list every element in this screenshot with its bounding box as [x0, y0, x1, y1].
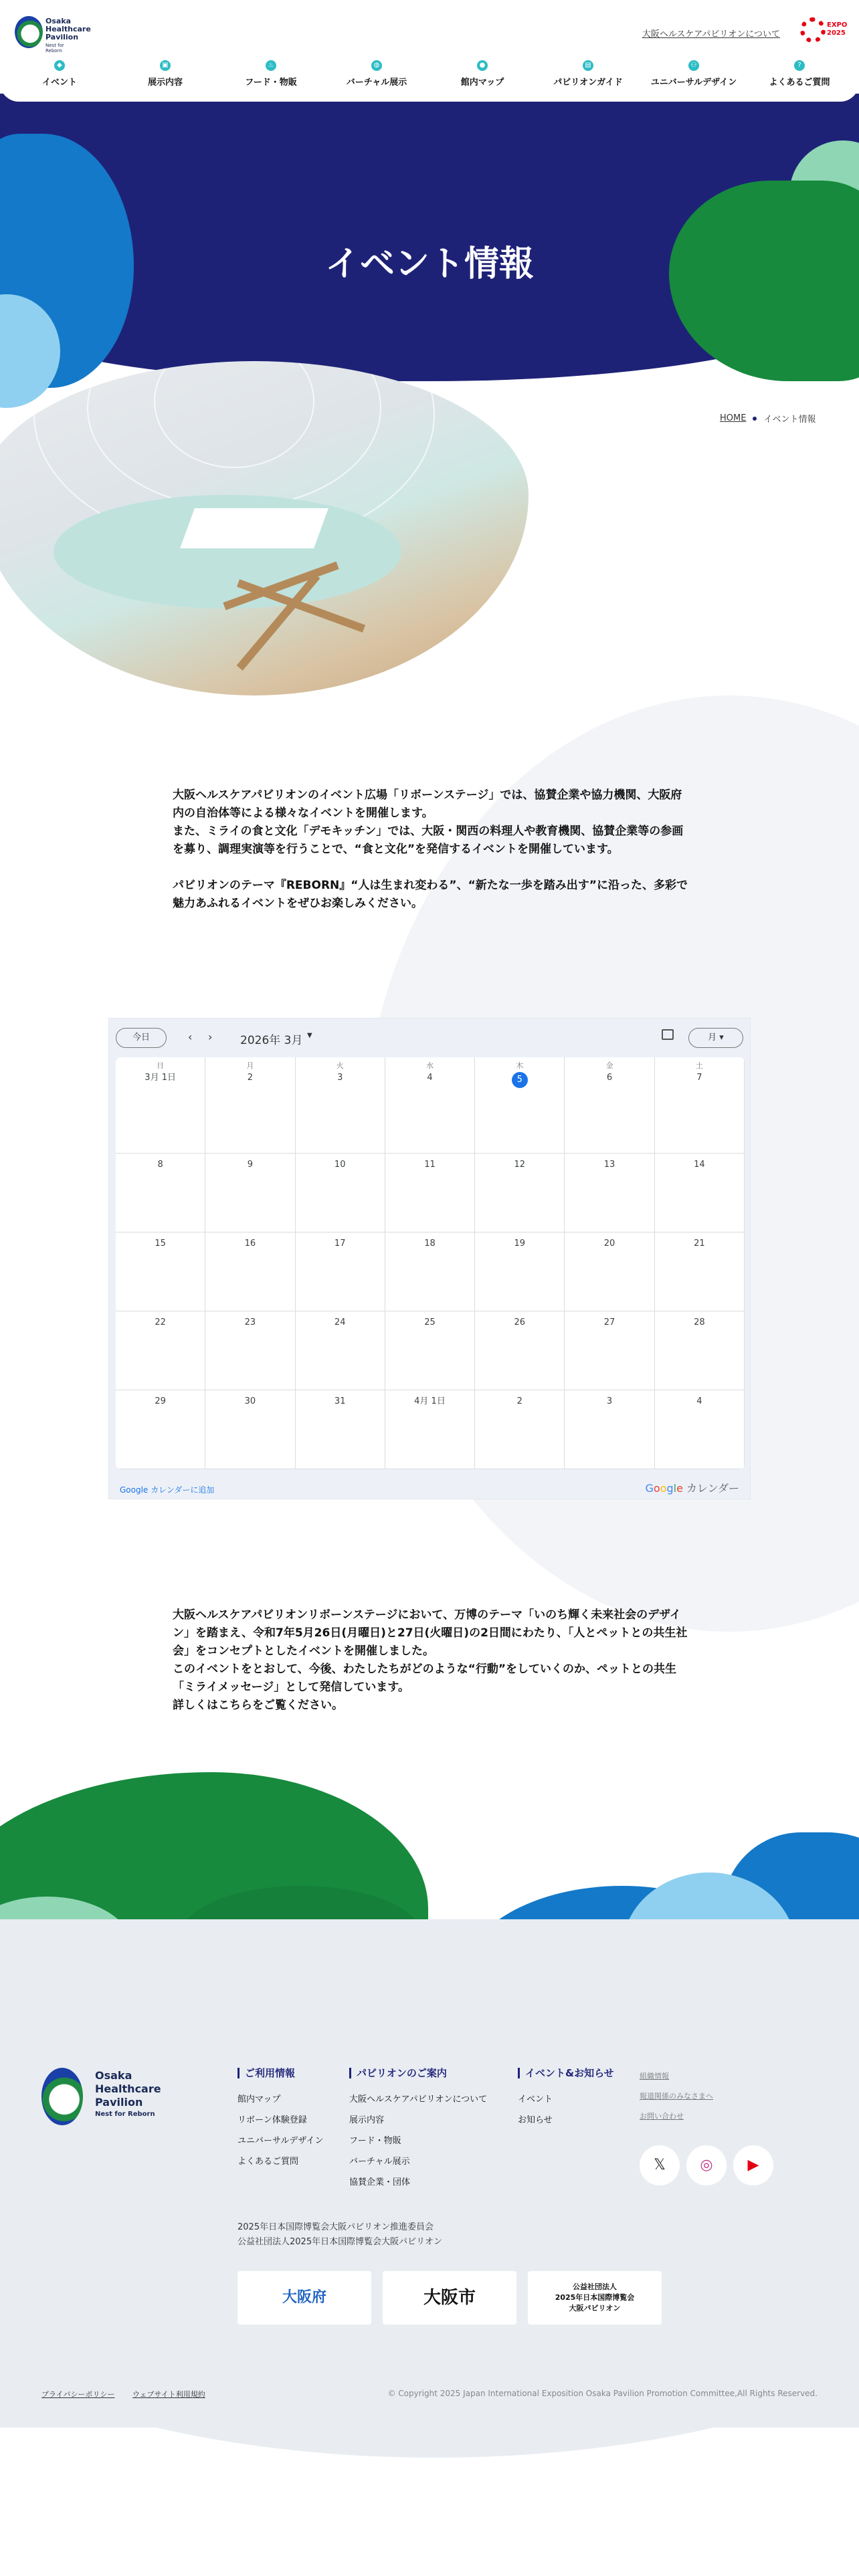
nav-item-label: フード・物販: [245, 78, 297, 88]
calendar-day-cell[interactable]: [385, 1154, 475, 1232]
nav-item-5[interactable]: [543, 60, 633, 94]
event-report-text: 大阪ヘルスケアパビリオンリボーンステージにおいて、万博のテーマ「いのち輝く未来社会のデザイン」を踏まえ、令和7年5月26日(月曜日)と27日(火曜日)の2日間にわたり、「人とペットとの共生社会」をコンセプトとしたイベントを開催しました。 このイベントをとおして、今後、わたしたちがどのような“行動”をしていくのか、ペットとの共生「ミライメッセージ」として発信しています。 詳しくはこちらをご覧ください。: [173, 1608, 688, 1712]
add-to-google-calendar-link[interactable]: Google カレンダーに追加: [120, 1485, 215, 1495]
osaka-prefecture-logo[interactable]: 大阪府: [237, 2271, 371, 2325]
nav-item-4[interactable]: [438, 60, 527, 94]
footer-link[interactable]: よくあるご質問: [237, 2157, 299, 2167]
calendar-day-cell[interactable]: [565, 1232, 654, 1311]
footer-column-pavilion: [349, 2068, 487, 2193]
nav-item-label: バーチャル展示: [346, 78, 407, 88]
calendar-icon: ◆: [54, 60, 65, 71]
day-number[interactable]: 31: [334, 1396, 346, 1406]
google-calendar-brand-suffix: カレンダー: [682, 1482, 739, 1495]
today-date[interactable]: 5: [512, 1072, 528, 1088]
weekday-label: 土: [695, 1061, 703, 1070]
calendar-day-cell[interactable]: [565, 1390, 654, 1469]
day-number[interactable]: 28: [694, 1317, 705, 1327]
breadcrumb-home-link[interactable]: HOME: [720, 413, 747, 423]
nav-item-label: パビリオンガイド: [553, 78, 623, 88]
organizer-line-2: 公益社団法人2025年日本国際博覧会大阪パビリオン: [237, 2237, 442, 2247]
calendar-day-cell[interactable]: [475, 1390, 565, 1469]
calendar-day-cell[interactable]: [205, 1057, 295, 1154]
nav-item-label: イベント: [41, 78, 77, 88]
calendar-day-cell[interactable]: [116, 1232, 205, 1311]
google-calendar-brand[interactable]: Google カレンダー: [645, 1482, 739, 1495]
day-number[interactable]: 8: [157, 1160, 163, 1170]
day-number[interactable]: 3: [337, 1073, 343, 1083]
organizer-line-1: 2025年日本国際博覧会大阪パビリオン推進委員会: [237, 2222, 434, 2232]
day-number[interactable]: 15: [155, 1239, 166, 1249]
calendar-day-cell[interactable]: [655, 1390, 745, 1469]
footer-column-title: イベント&お知らせ: [518, 2068, 614, 2078]
nav-item-label: 館内マップ: [460, 78, 504, 88]
day-number[interactable]: 25: [424, 1317, 436, 1327]
expo-logo-text: EXPO 2025: [827, 21, 848, 37]
weekday-label: 金: [605, 1061, 613, 1070]
day-number[interactable]: 13: [603, 1160, 615, 1170]
copyright-text: © Copyright 2025 Japan International Exposition Osaka Pavilion Promotion Committee,All Rights Reserved.: [387, 2389, 818, 2398]
caret-down-icon[interactable]: ▼: [307, 1032, 312, 1039]
footer-link[interactable]: バーチャル展示: [349, 2157, 410, 2167]
calendar-day-cell[interactable]: [655, 1154, 745, 1232]
expo-2025-logo[interactable]: [800, 17, 848, 44]
day-number[interactable]: 17: [334, 1239, 346, 1249]
page-title: イベント情報: [324, 244, 534, 284]
day-number[interactable]: 10: [334, 1160, 346, 1170]
day-number[interactable]: 16: [244, 1239, 256, 1249]
footer-logo[interactable]: [41, 2065, 162, 2125]
intro-paragraph-1: 大阪ヘルスケアパビリオンのイベント広場「リボーンステージ」では、協賛企業や協力機関、大阪府内の自治体等による様々なイベントを開催します。 また、ミライの食と文化「デモキッチン」では、大阪・関西の料理人や教育機関、協賛企業等の参画を募り、調理実演等を行うことで、“食と文化”を発信するイベントを開催しています。: [173, 788, 684, 856]
image-icon: ▣: [160, 60, 171, 71]
footer-link[interactable]: フード・物販: [349, 2136, 401, 2146]
nav-item-6[interactable]: [649, 60, 739, 94]
next-month-button[interactable]: ›: [208, 1031, 213, 1043]
privacy-policy-link[interactable]: プライバシーポリシー: [41, 2390, 115, 2399]
day-number[interactable]: 6: [606, 1073, 613, 1083]
footer-link[interactable]: 館内マップ: [237, 2095, 281, 2105]
calendar-month-grid: [116, 1057, 745, 1469]
footer-link-contact[interactable]: お問い合わせ: [640, 2112, 684, 2121]
calendar-day-cell[interactable]: [205, 1390, 295, 1469]
day-number[interactable]: 7: [696, 1073, 702, 1083]
instagram-icon[interactable]: ◎: [686, 2145, 727, 2185]
calendar-day-cell[interactable]: [205, 1232, 295, 1311]
about-pavilion-link[interactable]: 大阪ヘルスケアパビリオンについて: [642, 29, 780, 39]
day-number[interactable]: 20: [603, 1239, 615, 1249]
calendar-day-cell[interactable]: [565, 1057, 654, 1154]
globe-icon: ◍: [371, 60, 382, 71]
day-number[interactable]: 12: [514, 1160, 526, 1170]
calendar-day-cell[interactable]: [565, 1154, 654, 1232]
nav-item-7[interactable]: [755, 60, 844, 94]
prev-month-button[interactable]: ‹: [188, 1031, 193, 1043]
day-number[interactable]: 22: [155, 1317, 166, 1327]
question-icon: ?: [794, 60, 805, 71]
day-number[interactable]: 24: [334, 1317, 346, 1327]
osaka-pavilion-org-logo[interactable]: 公益社団法人 2025年日本国際博覧会 大阪パビリオン: [528, 2271, 662, 2325]
people-icon: ⚇: [688, 60, 699, 71]
breadcrumb-current: イベント情報: [763, 415, 816, 425]
weekday-label: 月: [246, 1061, 254, 1070]
calendar-day-cell[interactable]: [205, 1154, 295, 1232]
footer-link-press[interactable]: 報道関係のみなさまへ: [640, 2092, 713, 2101]
site-footer: [0, 2046, 859, 2421]
breadcrumb: [720, 412, 816, 425]
day-number[interactable]: 3月 1日: [145, 1073, 176, 1083]
footer-column-title: パビリオンのご案内: [349, 2068, 487, 2078]
nav-item-0[interactable]: [15, 60, 104, 94]
day-number[interactable]: 4: [696, 1396, 702, 1406]
site-logo[interactable]: [15, 13, 91, 53]
nav-item-3[interactable]: [332, 60, 421, 94]
view-mode-label: 月: [708, 1033, 717, 1043]
footer-link[interactable]: 展示内容: [349, 2115, 385, 2125]
nav-item-1[interactable]: [120, 60, 210, 94]
day-number[interactable]: 27: [603, 1317, 615, 1327]
footer-logo-mark-icon: [41, 2068, 83, 2125]
guide-icon: ▤: [583, 60, 593, 71]
footer-link[interactable]: 協賛企業・団体: [349, 2177, 411, 2187]
terms-of-use-link[interactable]: ウェブサイト利用規約: [132, 2390, 205, 2399]
calendar-day-cell[interactable]: [296, 1154, 385, 1232]
day-number[interactable]: 11: [424, 1160, 436, 1170]
print-icon[interactable]: [662, 1029, 674, 1040]
day-number[interactable]: 2: [247, 1073, 254, 1083]
main-nav: [15, 60, 844, 94]
nav-item-label: 展示内容: [147, 78, 183, 88]
calendar-day-cell[interactable]: [655, 1057, 745, 1154]
calendar-toolbar: [109, 1018, 751, 1056]
site-header: [0, 0, 859, 102]
logo-tagline: Nest for Reborn: [45, 43, 64, 53]
footer-link[interactable]: リボーン体験登録: [237, 2115, 307, 2125]
calendar-day-cell[interactable]: [565, 1311, 654, 1390]
breadcrumb-separator: [753, 417, 757, 421]
youtube-icon[interactable]: ▶: [733, 2145, 773, 2185]
calendar-day-cell[interactable]: [116, 1390, 205, 1469]
calendar-day-cell[interactable]: [475, 1057, 565, 1154]
day-number[interactable]: 3: [606, 1396, 613, 1406]
calendar-day-cell[interactable]: [296, 1057, 385, 1154]
expo-ring-icon: [800, 17, 826, 43]
calendar-day-cell[interactable]: [296, 1390, 385, 1469]
calendar-day-cell[interactable]: [385, 1311, 475, 1390]
view-mode-dropdown[interactable]: 月 ▾: [688, 1028, 743, 1048]
intro-text: [173, 786, 688, 931]
footer-logo-text: Osaka Healthcare Pavilion: [95, 2069, 161, 2109]
footer-column-usage: [237, 2068, 323, 2172]
weekday-label: 水: [425, 1061, 434, 1070]
fork-knife-icon: ♨: [266, 60, 276, 71]
footer-logo-tagline: Nest for Reborn: [95, 2111, 155, 2118]
calendar-day-cell[interactable]: [296, 1232, 385, 1311]
footer-link-organization[interactable]: 組織情報: [640, 2072, 669, 2080]
logo-mark-icon: [15, 16, 43, 48]
footer-link[interactable]: ユニバーサルデザイン: [237, 2136, 324, 2146]
organizer-text: [237, 2220, 442, 2250]
calendar-day-cell[interactable]: [296, 1311, 385, 1390]
day-number[interactable]: 21: [694, 1239, 705, 1249]
footer-link[interactable]: 大阪ヘルスケアパビリオンについて: [349, 2095, 488, 2105]
nav-item-label: ユニバーサルデザイン: [650, 78, 737, 88]
month-title[interactable]: 2026年 3月: [240, 1034, 303, 1047]
x-icon[interactable]: 𝕏: [640, 2145, 680, 2185]
calendar-day-cell[interactable]: [385, 1232, 475, 1311]
calendar-day-cell[interactable]: [475, 1311, 565, 1390]
footer-column-title: ご利用情報: [237, 2068, 323, 2078]
calendar-day-cell[interactable]: [385, 1057, 475, 1154]
day-number[interactable]: 9: [247, 1160, 254, 1170]
day-number[interactable]: 29: [155, 1396, 166, 1406]
nav-item-2[interactable]: [226, 60, 316, 94]
weekday-label: 日: [157, 1061, 165, 1070]
google-calendar-embed: [108, 1018, 751, 1499]
nav-item-label: よくあるご質問: [769, 78, 830, 88]
weekday-label: 木: [516, 1061, 524, 1070]
footer-link[interactable]: お知らせ: [518, 2115, 553, 2125]
footer-link[interactable]: イベント: [518, 2095, 553, 2105]
logo-text: Osaka Healthcare Pavilion: [45, 17, 91, 41]
calendar-day-cell[interactable]: [116, 1057, 205, 1154]
calendar-day-cell[interactable]: [116, 1154, 205, 1232]
day-number[interactable]: 2: [516, 1396, 522, 1406]
calendar-day-cell[interactable]: [655, 1311, 745, 1390]
calendar-day-cell[interactable]: [475, 1232, 565, 1311]
day-number[interactable]: 4月 1日: [414, 1396, 446, 1406]
day-number[interactable]: 4: [427, 1073, 433, 1083]
day-number[interactable]: 18: [424, 1239, 436, 1249]
weekday-label: 火: [336, 1061, 344, 1070]
person-icon: ●: [477, 60, 488, 71]
calendar-day-cell[interactable]: [116, 1311, 205, 1390]
day-number[interactable]: 23: [244, 1317, 256, 1327]
day-number[interactable]: 19: [514, 1239, 526, 1249]
calendar-day-cell[interactable]: [205, 1311, 295, 1390]
footer-column-events: [518, 2068, 614, 2131]
calendar-day-cell[interactable]: [475, 1154, 565, 1232]
intro-paragraph-2: パビリオンのテーマ『REBORN』“人は生まれ変わる”、“新たな一歩を踏み出す”に沿った、多彩で魅力あふれるイベントをぜひお楽しみください。: [173, 879, 688, 910]
day-number[interactable]: 14: [694, 1160, 705, 1170]
day-number[interactable]: 26: [514, 1317, 526, 1327]
calendar-day-cell[interactable]: [655, 1232, 745, 1311]
hero-stage-photo: [0, 361, 529, 695]
today-button[interactable]: 今日: [116, 1028, 167, 1048]
osaka-city-logo[interactable]: 大阪市: [383, 2271, 516, 2325]
day-number[interactable]: 30: [244, 1396, 256, 1406]
calendar-day-cell[interactable]: [385, 1390, 475, 1469]
